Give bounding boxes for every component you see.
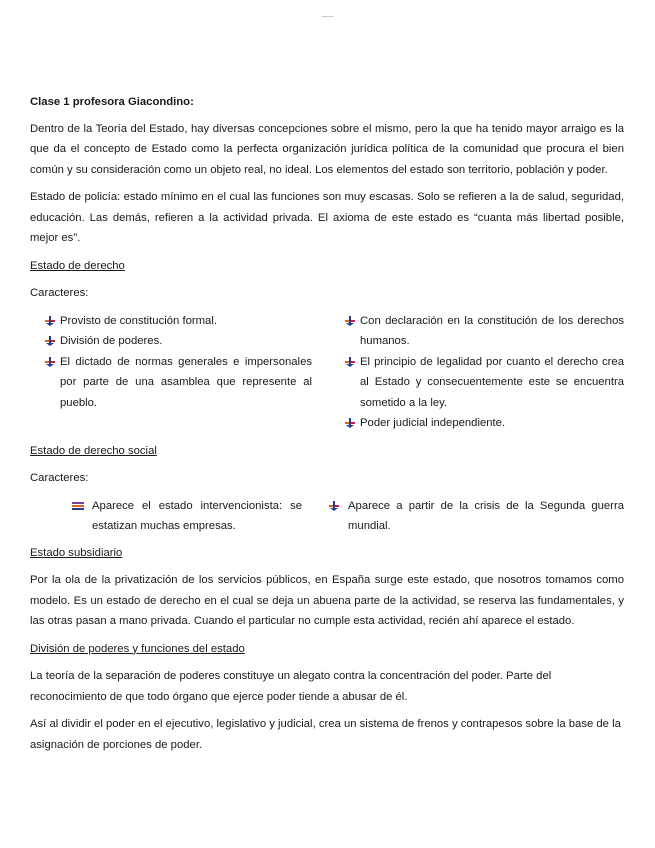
arrow-bullet-icon: [328, 500, 340, 512]
heading-estado-subsidiario: Estado subsidiario: [30, 546, 123, 559]
list-item-text: Aparece a partir de la crisis de la Segunda guerra mundial.: [348, 499, 624, 532]
list-item-text: Provisto de constitución formal.: [60, 314, 217, 327]
page-title: Clase 1 profesora Giacondino:: [30, 96, 194, 108]
arrow-bullet-icon: [344, 315, 356, 327]
caracteres-social-left: [72, 496, 302, 537]
header-mark: ——: [321, 14, 334, 20]
caracteres-social-columns: [30, 496, 624, 537]
list-item-text: El principio de legalidad por cuanto el derecho crea al Estado y consecuentemente este se encuentra sometido a la ley.: [360, 355, 624, 409]
list-item-text: Poder judicial independiente.: [360, 417, 506, 429]
list-item: [344, 311, 624, 352]
list-item: [344, 413, 624, 434]
list-item: [72, 496, 302, 537]
list-item: [344, 352, 624, 414]
arrow-bullet-icon: [44, 315, 56, 327]
arrow-bullet-icon: [44, 335, 56, 347]
heading-estado-derecho-social: Estado de derecho social: [30, 444, 157, 457]
list-item: [44, 352, 312, 414]
caracteres-right-column: [344, 311, 624, 434]
paragraph-estado-policia: Estado de policía: estado mínimo en el cual las funciones son muy escasas. Solo se refieren a la de salud, seguridad, educación. Las demás, refieren a la actividad privada. El axioma de este estado es “cuanta más libertad posible, mejor es”.: [30, 191, 624, 244]
list-item: [44, 311, 312, 332]
list-item-text: Aparece el estado intervencionista: se estatizan muchas empresas.: [92, 499, 302, 532]
label-caracteres: Caracteres:: [30, 287, 89, 299]
list-item: [44, 331, 312, 352]
heading-estado-derecho: Estado de derecho: [30, 259, 125, 272]
list-item-text: El dictado de normas generales e impersonales por parte de una asamblea que represente al pueblo.: [60, 355, 312, 409]
label-caracteres-social: Caracteres:: [30, 472, 89, 484]
heading-division-poderes: División de poderes y funciones del estado: [30, 642, 245, 655]
caracteres-social-right: [328, 496, 624, 537]
caracteres-columns: [30, 311, 624, 434]
arrow-bullet-icon: [344, 356, 356, 368]
bar-bullet-icon: [72, 502, 84, 510]
arrow-bullet-icon: [344, 417, 356, 429]
paragraph-estado-subsidiario: Por la ola de la privatización de los servicios públicos, en España surge este estado, que nosotros tomamos como modelo. Es un estado de derecho en el cual se deja un abuena parte de la actividad, se reserva las fundamentales, y las otras pasan a mano privada. Cuando el particular no cumple esta actividad, recién ahí aparece el estado.: [30, 574, 624, 627]
list-item-text: Con declaración en la constitución de los derechos humanos.: [360, 314, 624, 347]
document-body: [30, 92, 624, 762]
caracteres-left-column: [44, 311, 312, 434]
paragraph-division-2: Así al dividir el poder en el ejecutivo, legislativo y judicial, crea un sistema de frenos y contrapesos sobre la base de la asignación de porciones de poder.: [30, 718, 621, 751]
list-item: [328, 496, 624, 537]
paragraph-intro: Dentro de la Teoría del Estado, hay diversas concepciones sobre el mismo, pero la que ha tenido mayor arraigo es la que da el concepto de Estado como la perfecta organización jurídica política de la comunidad que procura el bien común y su consideración como un objeto real, no ideal. Los elementos del estado son territorio, población y poder.: [30, 122, 624, 176]
arrow-bullet-icon: [44, 356, 56, 368]
paragraph-division-1: La teoría de la separación de poderes constituye un alegato contra la concentración del poder. Parte del reconocimiento de que todo órgano que ejerce poder tiende a abusar de él.: [30, 670, 552, 703]
list-item-text: División de poderes.: [60, 335, 163, 347]
